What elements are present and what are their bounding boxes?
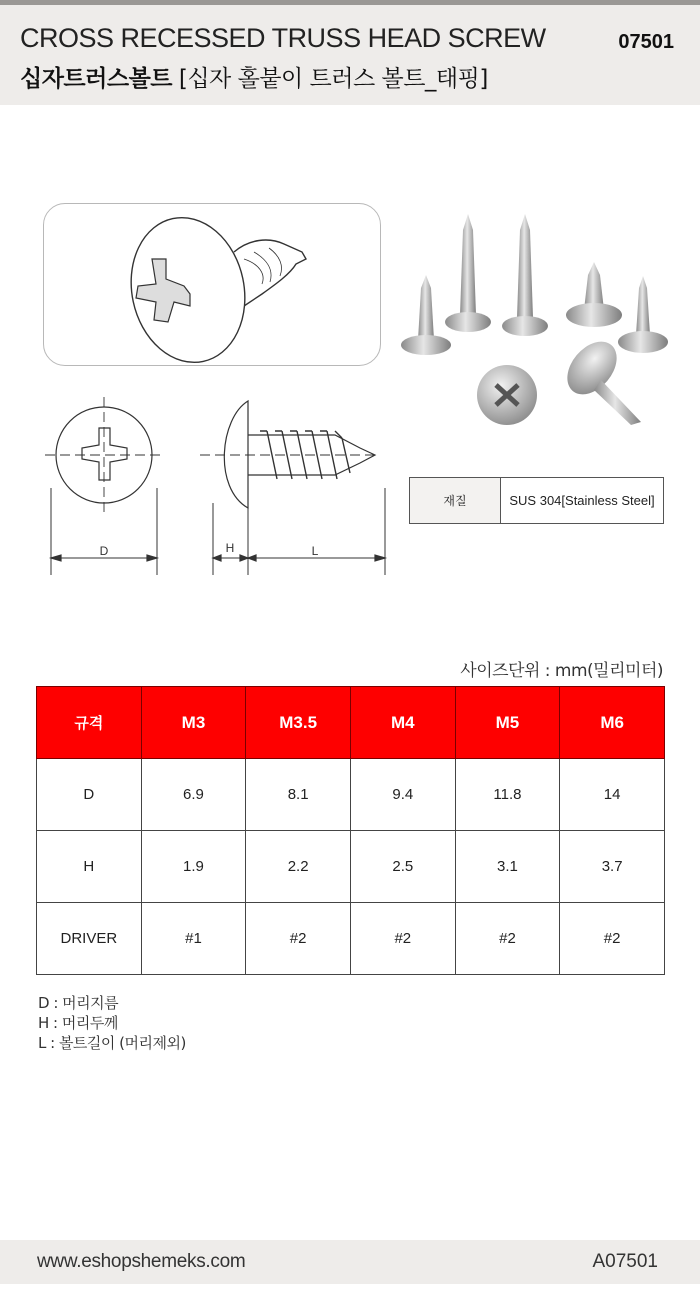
header-cell-m6: M6 <box>560 687 665 759</box>
unit-note: 사이즈단위 : mm(밀리미터) <box>460 661 663 681</box>
table-cell: 14 <box>560 759 665 831</box>
title-korean <box>20 60 488 93</box>
dimension-notes <box>38 993 186 1053</box>
header-cell-m4: M4 <box>350 687 455 759</box>
note-h: H : 머리두께 <box>38 1014 118 1032</box>
table-cell: #2 <box>246 903 351 975</box>
table-cell: #2 <box>560 903 665 975</box>
table-row <box>37 831 665 903</box>
table-cell: 1.9 <box>141 831 246 903</box>
screws-photo <box>396 200 696 435</box>
dimension-diagram <box>35 393 410 578</box>
title-korean-main: 십자트러스볼트 <box>20 66 173 92</box>
table-cell: 11.8 <box>455 759 560 831</box>
footer-code: A07501 <box>592 1251 658 1272</box>
table-row <box>37 903 665 975</box>
row-label: H <box>37 831 142 903</box>
table-cell: 2.2 <box>246 831 351 903</box>
footer <box>0 1240 700 1284</box>
table-cell: #2 <box>350 903 455 975</box>
row-label: D <box>37 759 142 831</box>
material-value: SUS 304[Stainless Steel] <box>509 493 655 508</box>
table-cell: #1 <box>141 903 246 975</box>
row-label: DRIVER <box>37 903 142 975</box>
note-l: L : 볼트길이 (머리제외) <box>38 1034 186 1052</box>
table-cell: 6.9 <box>141 759 246 831</box>
table-cell: 2.5 <box>350 831 455 903</box>
header <box>0 5 700 105</box>
table-cell: #2 <box>455 903 560 975</box>
table-cell: 3.1 <box>455 831 560 903</box>
header-cell-m3-5: M3.5 <box>246 687 351 759</box>
header-cell-m3: M3 <box>141 687 246 759</box>
size-table-header-row <box>37 687 665 759</box>
size-table <box>36 686 665 975</box>
title-english: CROSS RECESSED TRUSS HEAD SCREW <box>20 23 546 53</box>
table-row <box>37 759 665 831</box>
header-cell-spec: 규격 <box>37 687 142 759</box>
note-d: D : 머리지름 <box>38 994 119 1012</box>
diagram-label-h: H <box>225 541 235 555</box>
material-table <box>409 477 664 524</box>
material-label: 재질 <box>410 478 501 523</box>
table-cell: 9.4 <box>350 759 455 831</box>
table-cell: 8.1 <box>246 759 351 831</box>
title-korean-sub: [십자 홀붙이 트러스 볼트_태핑] <box>178 66 488 92</box>
diagram-label-d: D <box>99 544 109 558</box>
product-code: 07501 <box>618 31 674 53</box>
table-cell: 3.7 <box>560 831 665 903</box>
diagram-label-l: L <box>311 544 319 558</box>
screw-sketch-image <box>43 203 381 366</box>
footer-url[interactable]: www.eshopshemeks.com <box>37 1251 246 1272</box>
header-cell-m5: M5 <box>455 687 560 759</box>
